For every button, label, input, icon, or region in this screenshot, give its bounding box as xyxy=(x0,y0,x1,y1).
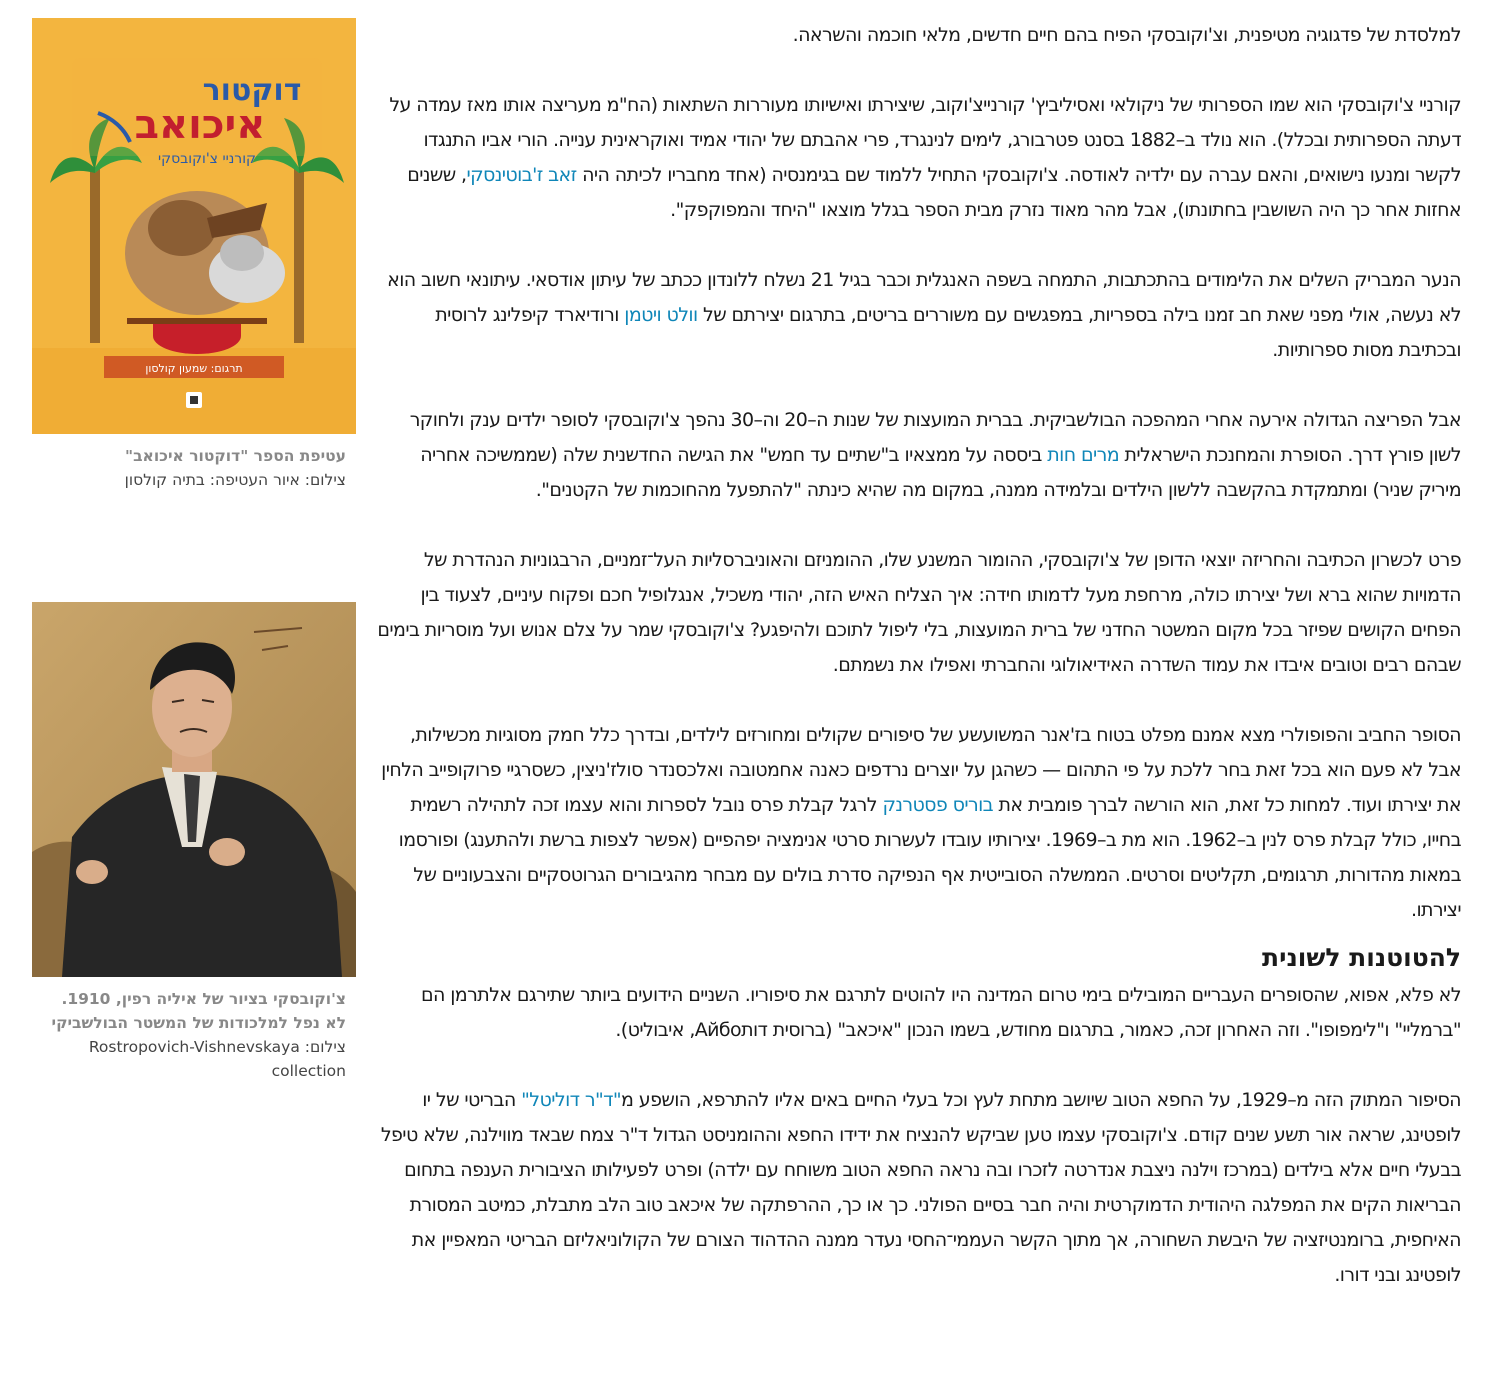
article-body xyxy=(373,18,1461,1293)
portrait-image[interactable] xyxy=(32,602,356,977)
section-heading: להטוטנות לשונית xyxy=(1262,943,1461,972)
repin-portrait-illustration xyxy=(32,602,356,977)
book-cover-illustration xyxy=(32,18,356,434)
link-doctor-dolittle[interactable]: "ד"ר דוליטל" xyxy=(521,1089,622,1111)
paragraph-london: הנער המבריק השלים את הלימודים בהתכתבות, התמחה בשפה האנגלית וכבר בגיל 21 נשלח ללונדון ככתב של עיתון אודסאי. עיתונאי חשוב הוא לא נעשה, אולי מפני שאת חב זמנו בילה בספריות, במפגשים עם משוררים בריטים, בתרגום יצירתם של וולט ויטמן ורודיארד קיפלינג לרוסית ובכתיבת מסות ספרותיות. xyxy=(387,269,1461,361)
paragraph-biography: קורניי צ'וקובסקי הוא שמו הספרותי של ניקולאי ואסיליביץ' קורנייצ'וקוב, שיצירתו ואישיותו מעוררות השתאות (הח"מ מעריצה אותו מאז עמדה על דעתה הספרותית ובכלל). הוא נולד ב–1882 בסנט פטרבורג, לימים לנינגרד, פרי אהבתם של יהודי אמיד ואוקראינית ענייה. הורי אביו התנגדו לקשר ומנעו נישואים, והאם עברה עם ילדיה לאודסה. צ'וקובסקי התחיל ללמוד שם בגימנסיה (אחד מחבריו לכיתה היה זאב ז'בוטינסקי, ששנים אחזות אחר כך היה השושבין בחתונתו), אבל מהר מאוד נזרק מבית הספר בגלל מוצאו "היחד והמפוקפק". xyxy=(389,94,1461,221)
cover-translator: תרגום: שמעון קולסון xyxy=(145,362,243,375)
link-zeev-jabotinsky[interactable]: זאב ז'בוטינסקי xyxy=(466,164,577,186)
figure-book-cover xyxy=(32,18,356,492)
book-cover-caption: עטיפת הספר "דוקטור איכואב" xyxy=(125,447,346,465)
portrait-credit: צילום: Rostropovich-Vishnevskaya collection xyxy=(88,1038,346,1080)
cover-title-line2: איכואב xyxy=(134,102,266,148)
link-miriam-roth[interactable]: מרים חות xyxy=(1047,444,1120,466)
paragraph-translators: לא פלא, אפוא, שהסופרים העבריים המובילים בימי טרום המדינה היו להוטים לתרגם את סיפוריו. השניים הידועים ביותר שתירגם אלתרמן הם "ברמליי" ו"לימפופו". וזה האחרון זכה, כאמור, בתרגום מחודש, בשמו הנכון "איכאב" (ברוסית דותAйбо, איבוליט). xyxy=(420,984,1461,1041)
paragraph-intro-tail: למלסדת של פדגוגיה מטיפנית, וצ'וקובסקי הפיח בהם חיים חדשים, מלאי חוכמה והשראה. xyxy=(792,24,1461,46)
figure-portrait xyxy=(32,602,356,1083)
link-boris-pasternak[interactable]: בוריס פסטרנק xyxy=(882,794,994,816)
paragraph-story-origin: הסיפור המתוק הזה מ–1929, על החפא הטוב שיושב מתחת לעץ וכל בעלי החיים באים אליו להתרפא, הושפע מ"ד"ר דוליטל" הבריטי של יו לופטינג, שראה אור תשע שנים קודם. צ'וקובסקי עצמו טען שביקש להנציח את ידידו החפא וההומניסט הגדול ד"ר צמח שבאד מווילנה, שלא טיפל בבעלי חיים אלא בילדים (במרכז וילנה ניצבת אנדרטה לזכרו ובה נראה החפא הטוב משוחח עם ילדה) ופרט לפעילותו הציבורית הענפה בתחום הבריאות הקים את המפלגה היהודית הדמוקרטית והיה חבר בסיים הפולני. כך או כך, ההרפתקה של איכאב טוב הלב מתבלת, כמיטב המסורת האיחפית, ברומנטיזציה של היבשת השחורה, אך מתוך הקשר העממי־החסי נעדר ממנה ההדהוד הצורם של הקולוניאליזם הבריטי המאפיין את לופטינג ובני דורו. xyxy=(380,1089,1461,1286)
cover-title-line1: דוקטור xyxy=(202,73,302,108)
portrait-caption: צ'וקובסקי בציור של איליה רפין, 1910. לא נפל למלכודות של המשטר הבולשביקי xyxy=(51,990,346,1032)
paragraph-riddle: פרט לכשרון הכתיבה והחריזה יוצאי הדופן של צ'וקובסקי, ההומור המשנע שלו, ההומניזם והאוניברסליות העל־זמניים, הרבגוניות הנהדרת של הדמויות שהוא ברא ושל יצירתו כולה, מרחפת מעל לדמותו חידה: איך הצליח האיש הזה, יהודי משכיל, אנגלופיל חכם ופקוח עיניים, לצעוד בין הפחים הקושים שפיזר בכל מקום המשטר החדני של ברית המועצות, בלי ליפול לתוכם ולהיפגע? צ'וקובסקי שמר על צלם אנוש ועל מוסריות בימים שבהם רבים וטובים איבדו את עמוד השדרה האידיאולוגי והחברתי ואפילו את נשמתם. xyxy=(377,549,1461,676)
paragraph-refuge: הסופר החביב והפופולרי מצא אמנם מפלט בטוח בז'אנר המשועשע של סיפורים שקולים ומחורזים לילדים, ובדרך כלל חמק מסוגיות מכשילות, אבל לא פעם הוא בכל זאת בחר ללכת על פי התהום — כשהגן על יוצרים נרדפים כאנה אחמטובה ואלכסנדר סולז'ניצין, כשסרגיי פרוקופייב הלחין את יצירתו ועוד. למחות כל זאת, הוא הורשה לברך פומבית את בוריס פסטרנק לרגל קבלת פרס נובל לספרות והוא עצמו זכה לתהילה רשמית בחייו, כולל קבלת פרס לנין ב–1962. הוא מת ב–1969. יצירותיו עובדו לעשרות סרטי אנימציה יפהפיים (אפשר לצפות ברשת ולהתענג) ופורסמו במאות מהדורות, תרגומים, תקליטים וסרטים. הממשלה הסובייטית אף הנפיקה סדרת בולים עם מבחר מהגיבורים הגרוטסקיים והצבעוניים של יצירתו. xyxy=(381,724,1461,921)
cover-author: קורניי צ'וקובסקי xyxy=(158,151,256,167)
book-cover-credit: צילום: איור העטיפה: בתיה קולסון xyxy=(124,471,346,489)
book-cover-image[interactable] xyxy=(32,18,356,434)
paragraph-breakthrough: אבל הפריצה הגדולה אירעה אחרי המהפכה הבולשביקית. בברית המועצות של שנות ה–20 וה–30 נהפך צ'וקובסקי לסופר ילדים ענק ולחוקר לשון פורץ דרך. הסופרת והמחנכת הישראלית מרים חות ביססה על ממצאיו ב"שתיים עד חמש" את הגישה החדשנית שלה (שממשיכה אחריה מיריק שניר) ומתמקדת בהקשבה ללשון הילדים ובלמידה ממנה, במקום מה שהיא כינתה "להתפעל מהחוכמות של הקטנים". xyxy=(409,409,1461,501)
link-walt-whitman[interactable]: וולט ויטמן xyxy=(624,304,698,326)
